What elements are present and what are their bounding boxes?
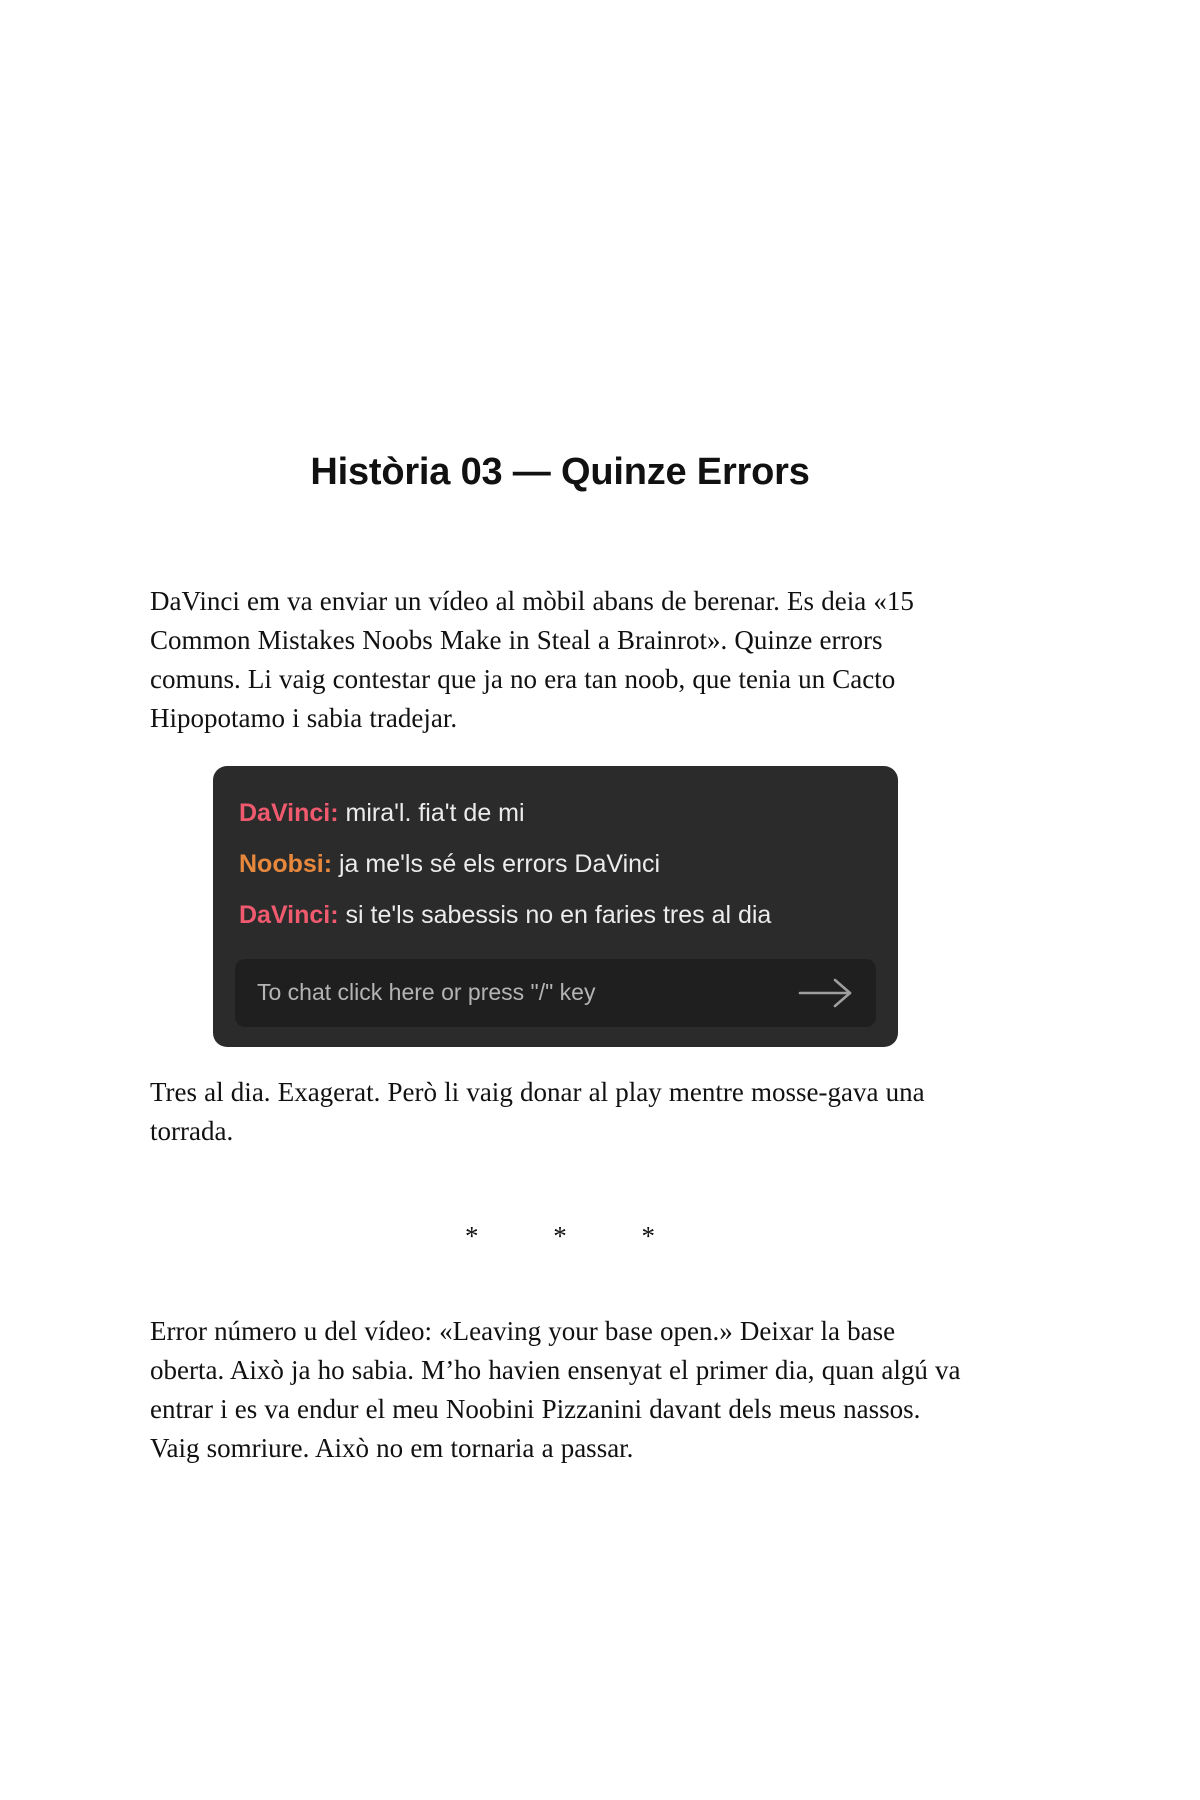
- scene-break: * * *: [465, 1220, 689, 1251]
- chat-speaker-name: Noobsi:: [239, 849, 333, 878]
- chat-message-text: ja me'ls sé els errors DaVinci: [339, 849, 661, 878]
- chat-message: [239, 890, 872, 941]
- chat-speaker-name: DaVinci:: [239, 900, 339, 929]
- paragraph-after-chat: Tres al dia. Exagerat. Però li vaig donar al play mentre mosse-gava una torrada.: [150, 1076, 925, 1146]
- chat-message-list: [235, 788, 876, 941]
- chat-input-bar[interactable]: [235, 959, 876, 1027]
- chat-box: [213, 766, 898, 1047]
- chat-message-text: mira'l. fia't de mi: [345, 798, 525, 827]
- scene-break-spacer: [150, 1256, 970, 1312]
- chat-message: [239, 788, 872, 839]
- chat-message: [239, 839, 872, 890]
- page-title: Història 03 — Quinze Errors: [310, 451, 810, 493]
- content-column: [150, 0, 970, 1468]
- chat-speaker-name: DaVinci:: [239, 798, 339, 827]
- arrow-right-icon[interactable]: [798, 976, 854, 1010]
- chat-message-text: si te'ls sabessis no en faries tres al dia: [345, 900, 772, 929]
- chat-input-placeholder: To chat click here or press "/" key: [257, 979, 596, 1006]
- paragraph-intro: DaVinci em va enviar un vídeo al mòbil abans de berenar. Es deia «15 Common Mistakes Noobs Make in Steal a Brainrot». Quinze errors comuns. Li vaig contestar que ja no era tan noob, que tenia un Cacto Hipopotamo i sabia tradejar.: [150, 585, 914, 733]
- paragraph-closing: Error número u del vídeo: «Leaving your base open.» Deixar la base oberta. Això ja ho sabia. M’ho havien ensenyat el primer dia, quan algú va entrar i es va endur el meu Noobini Pizzanini davant dels meus nassos. Vaig somriure. Això no em tornaria a passar.: [150, 1315, 961, 1463]
